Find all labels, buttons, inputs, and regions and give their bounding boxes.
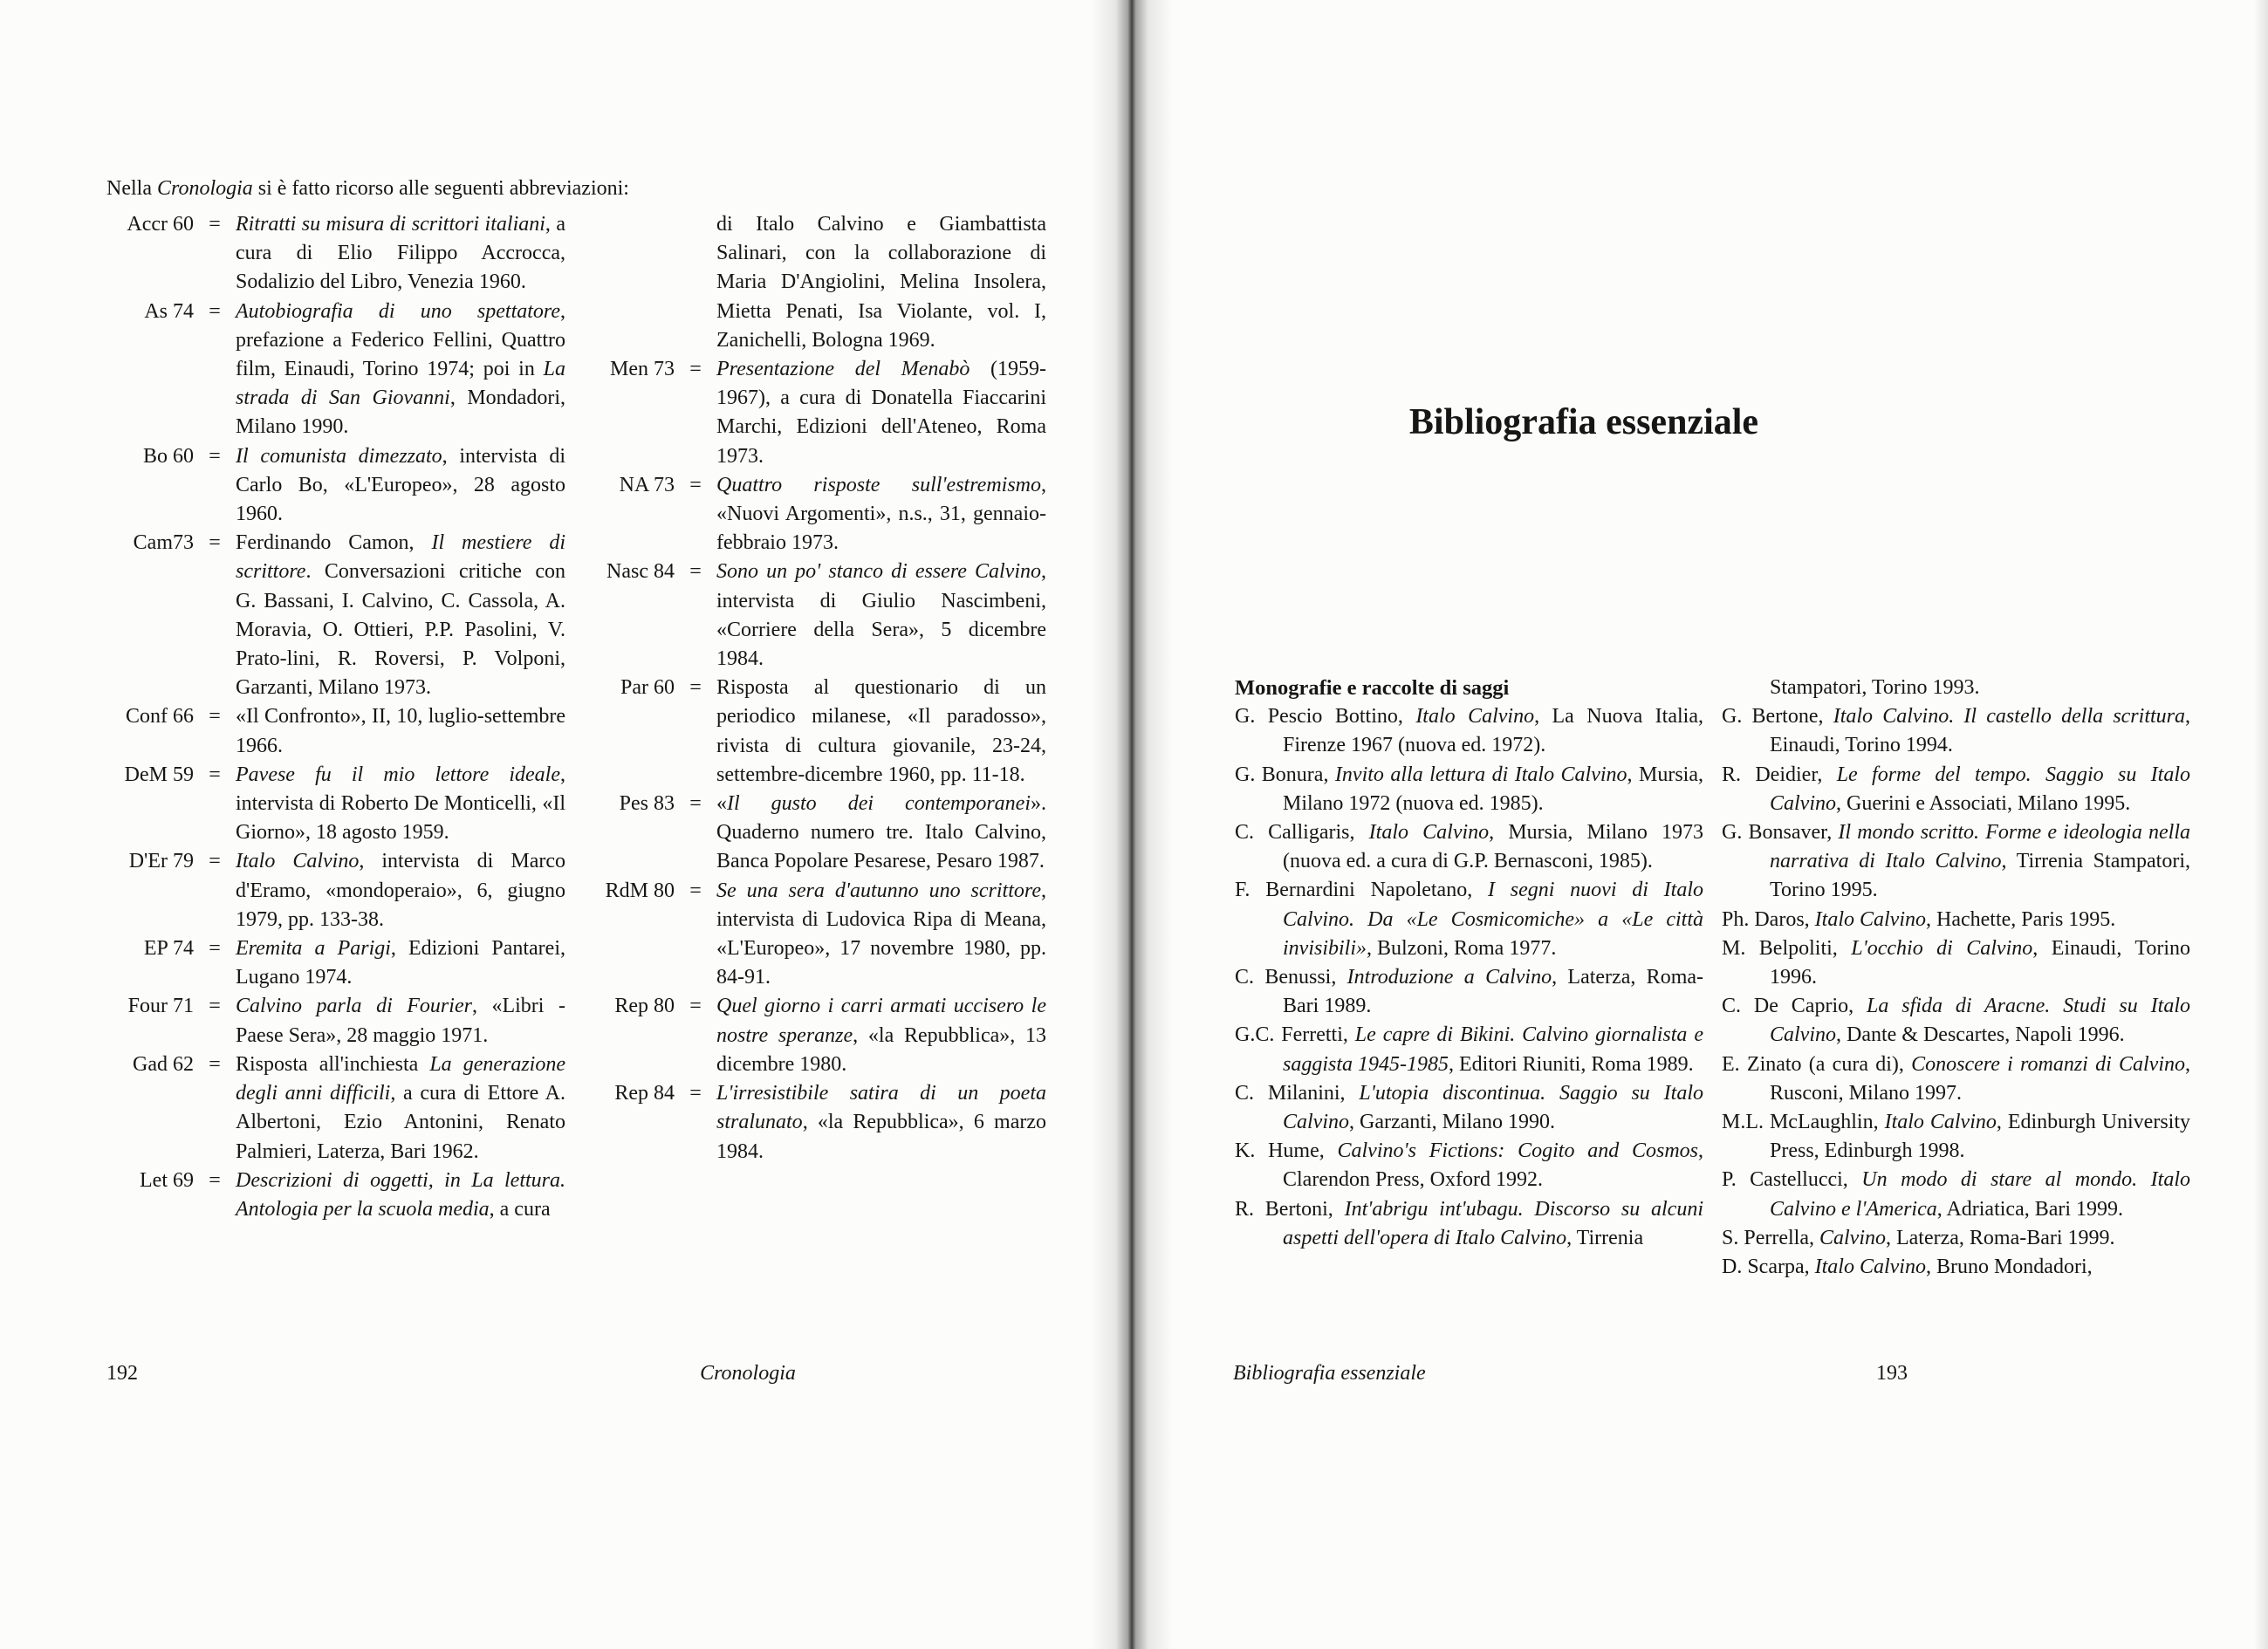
bibliography-entry (1722, 934, 2190, 992)
abbreviation-text: Il comunista dimezzato, intervista di Carlo Bo, «L'Europeo», 28 agosto 1960. (236, 444, 565, 526)
bibliography-text: R. Bertoni, Int'abrigu int'ubagu. Discorso su alcuni aspetti dell'opera di Italo Calvino, Tirrenia (1235, 1197, 1703, 1249)
equals-sign: = (209, 763, 221, 786)
bibliography-entry (1722, 906, 2190, 934)
bibliography-text: K. Hume, Calvino's Fictions: Cogito and Cosmos, Clarendon Press, Oxford 1992. (1235, 1139, 1704, 1192)
bibliography-text: G. Bonura, Invito alla lettura di Italo Calvino, Mursia, Milano 1972 (nuova ed. 1985). (1235, 763, 1704, 815)
equals-sign: = (209, 1168, 221, 1192)
abbreviation-label: NA 73 (619, 473, 675, 496)
equals-sign: = (689, 560, 702, 584)
page-number-left: 192 (106, 1362, 138, 1385)
equals-sign: = (209, 213, 221, 236)
abbreviation-entry (106, 298, 565, 442)
bibliography-text: E. Zinato (a cura di), Conoscere i romanzi di Calvino, Rusconi, Milano 1997. (1722, 1052, 2190, 1105)
abbreviation-entry (106, 442, 565, 530)
abbreviation-label: RdM 80 (605, 879, 675, 902)
bibliography-column-1 (1235, 674, 1703, 1253)
bibliography-entry (1722, 761, 2190, 818)
abbreviation-label: Pes 83 (619, 792, 675, 816)
bibliography-text: G.C. Ferretti, Le capre di Bikini. Calvino giornalista e saggista 1945-1985, Editori Riuniti, Roma 1989. (1235, 1023, 1703, 1076)
bibliography-entry (1722, 674, 2190, 702)
bibliography-text: S. Perrella, Calvino, Laterza, Roma-Bari 1999. (1722, 1226, 2115, 1249)
equals-sign: = (209, 444, 221, 468)
page-number-right: 193 (1876, 1362, 1908, 1385)
bibliography-entry (1235, 702, 1703, 760)
bibliography-entry (1722, 1166, 2190, 1223)
abbreviation-entry (106, 934, 565, 992)
bibliography-text: C. Benussi, Introduzione a Calvino, Laterza, Roma-Bari 1989. (1235, 966, 1703, 1018)
bibliography-entry (1235, 876, 1703, 963)
bibliography-text: Stampatori, Torino 1993. (1770, 676, 1980, 699)
equals-sign: = (689, 676, 702, 700)
abbreviation-entry (106, 210, 565, 298)
abbreviation-label: Men 73 (610, 358, 675, 381)
abbreviation-label: EP 74 (143, 937, 194, 961)
equals-sign: = (689, 995, 702, 1018)
abbreviation-label: Cam73 (133, 531, 194, 555)
bibliography-text: D. Scarpa, Italo Calvino, Bruno Mondadori, (1722, 1256, 2093, 1279)
abbreviation-entry (106, 1050, 565, 1167)
bibliography-text: Ph. Daros, Italo Calvino, Hachette, Paris 1995. (1722, 907, 2116, 931)
abbreviation-text: Autobiografia di uno spettatore, prefazione a Federico Fellini, Quattro film, Einaudi, Torino 1974; poi in La strada di San Giovanni, Mondadori, Milano 1990. (236, 299, 565, 439)
bibliography-text: R. Deidier, Le forme del tempo. Saggio su Italo Calvino, Guerini e Associati, Milano 1995. (1722, 763, 2190, 815)
abbreviation-label: As 74 (144, 299, 194, 323)
equals-sign: = (209, 299, 221, 323)
abbreviation-entry (587, 210, 1046, 355)
page-title: Bibliografia essenziale (1408, 402, 1759, 442)
bibliography-text: M.L. McLaughlin, Italo Calvino, Edinburgh University Press, Edinburgh 1998. (1722, 1111, 2191, 1163)
abbreviation-text: Italo Calvino, intervista di Marco d'Eramo, «mondoperaio», 6, giugno 1979, pp. 133-38. (236, 850, 565, 931)
abbreviation-label: Nasc 84 (606, 560, 675, 584)
abbreviation-text: Calvino parla di Fourier, «Libri - Paese Sera», 28 maggio 1971. (236, 995, 565, 1047)
bibliography-text: G. Bertone, Italo Calvino. Il castello della scrittura, Einaudi, Torino 1994. (1722, 705, 2190, 757)
bibliography-entry (1235, 1021, 1703, 1078)
abbreviation-entry (587, 1079, 1046, 1167)
abbreviation-entry (106, 1167, 565, 1224)
abbreviation-text: Risposta all'inchiesta La generazione degli anni difficili, a cura di Ettore A. Albertoni, Ezio Antonini, Renato Palmieri, Laterza, Bari 1962. (236, 1052, 566, 1163)
abbreviation-entry (106, 992, 565, 1050)
bibliography-text: C. De Caprio, La sfida di Aracne. Studi su Italo Calvino, Dante & Descartes, Napoli 1996. (1722, 995, 2190, 1047)
bibliography-entry (1722, 992, 2190, 1050)
abbreviation-label: Bo 60 (142, 444, 194, 468)
abbreviation-entry (587, 790, 1046, 877)
equals-sign: = (209, 531, 221, 555)
bibliography-text: M. Belpoliti, L'occhio di Calvino, Einaudi, Torino 1996. (1722, 936, 2190, 989)
abbreviation-text: Se una sera d'autunno uno scrittore, intervista di Ludovica Ripa di Meana, «L'Europeo», 17 novembre 1980, pp. 84-91. (716, 879, 1046, 989)
abbreviation-text: «Il Confronto», II, 10, luglio-settembre 1966. (236, 705, 565, 757)
bibliography-text: G. Pescio Bottino, Italo Calvino, La Nuova Italia, Firenze 1967 (nuova ed. 1972). (1235, 705, 1703, 757)
bibliography-entry (1235, 1195, 1703, 1253)
abbreviation-label: Par 60 (620, 676, 675, 700)
bibliography-text: P. Castellucci, Un modo di stare al mondo. Italo Calvino e l'America, Adriatica, Bari 1999. (1722, 1168, 2190, 1221)
equals-sign: = (689, 792, 702, 816)
equals-sign: = (689, 358, 702, 381)
abbreviation-label: Accr 60 (127, 213, 194, 236)
bibliography-text: C. Milanini, L'utopia discontinua. Saggio su Italo Calvino, Garzanti, Milano 1990. (1235, 1081, 1704, 1134)
abbreviation-label: Conf 66 (126, 705, 194, 729)
bibliography-text: C. Calligaris, Italo Calvino, Mursia, Milano 1973 (nuova ed. a cura di G.P. Bernasconi, 1985). (1235, 821, 1704, 873)
abbreviation-entry (106, 702, 565, 760)
bibliography-text: F. Bernardini Napoletano, I segni nuovi di Italo Calvino. Da «Le Cosmicomiche» a «Le città invisibili», Bulzoni, Roma 1977. (1235, 879, 1704, 960)
equals-sign: = (689, 1082, 702, 1105)
bibliography-text: G. Bonsaver, Il mondo scritto. Forme e ideologia nella narrativa di Italo Calvino, Tirrenia Stampatori, Torino 1995. (1722, 821, 2190, 902)
bibliography-entry (1722, 1050, 2190, 1108)
abbreviation-label: Let 69 (140, 1168, 194, 1192)
abbreviation-text: «Il gusto dei contemporanei». Quaderno numero tre. Italo Calvino, Banca Popolare Pesarese, Pesaro 1987. (716, 792, 1046, 873)
equals-sign: = (209, 937, 221, 961)
abbreviation-label: Rep 84 (614, 1082, 675, 1105)
bibliography-entry (1722, 1253, 2190, 1282)
abbreviation-text: Risposta al questionario di un periodico milanese, «Il paradosso», rivista di cultura giovanile, 23-24, settembre-dicembre 1960, pp. 11-18. (716, 676, 1046, 786)
abbreviation-label: Rep 80 (614, 995, 675, 1018)
bibliography-entry (1722, 702, 2190, 760)
abbreviation-text: Descrizioni di oggetti, in La lettura. Antologia per la scuola media, a cura (236, 1168, 565, 1221)
abbreviation-entry (587, 471, 1046, 558)
abbreviation-entry (106, 529, 565, 702)
abbreviation-column-2 (587, 210, 1046, 1167)
abbreviation-text: L'irresistibile satira di un poeta stralunato, «la Repubblica», 6 marzo 1984. (716, 1082, 1046, 1163)
abbreviation-label: D'Er 79 (128, 850, 194, 873)
abbreviation-entry (106, 847, 565, 934)
equals-sign: = (209, 1052, 221, 1076)
bibliography-entry (1722, 1224, 2190, 1253)
abbreviation-label: Gad 62 (133, 1052, 194, 1076)
abbreviation-column-1 (106, 210, 565, 1224)
abbreviation-text: Presentazione del Menabò (1959-1967), a cura di Donatella Fiaccarini Marchi, Edizioni dell'Ateneo, Roma 1973. (716, 358, 1046, 468)
bibliography-entry (1235, 818, 1703, 876)
intro-line: Nella Cronologia si è fatto ricorso alle seguenti abbreviazioni: (106, 177, 629, 200)
abbreviation-entry (587, 674, 1046, 790)
bibliography-column-2 (1722, 674, 2190, 1282)
equals-sign: = (209, 995, 221, 1018)
bibliography-entry (1235, 761, 1703, 818)
abbreviation-text: Quel giorno i carri armati uccisero le nostre speranze, «la Repubblica», 13 dicembre 1980. (716, 995, 1046, 1076)
bibliography-entry (1722, 1108, 2190, 1166)
bibliography-list-1 (1235, 702, 1703, 1253)
abbreviation-entry (587, 877, 1046, 993)
abbreviation-text: Quattro risposte sull'estremismo, «Nuovi Argomenti», n.s., 31, gennaio-febbraio 1973. (716, 473, 1046, 555)
running-title-left: Cronologia (700, 1362, 796, 1385)
bibliography-entry (1722, 818, 2190, 906)
abbreviation-entry (587, 355, 1046, 471)
page-edge-shadow (2254, 0, 2268, 1649)
abbreviation-label: Four 71 (127, 995, 194, 1018)
page-gutter-shadow (1091, 0, 1173, 1649)
abbreviation-entry (587, 992, 1046, 1079)
abbreviation-text: di Italo Calvino e Giambattista Salinari, con la collaborazione di Maria D'Angiolini, Melina Insolera, Mietta Penati, Isa Violante, vol. I, Zanichelli, Bologna 1969. (716, 213, 1046, 352)
bibliography-entry (1235, 1137, 1703, 1194)
bibliography-entry (1235, 1079, 1703, 1137)
abbreviation-label: DeM 59 (124, 763, 194, 786)
equals-sign: = (689, 473, 702, 496)
equals-sign: = (209, 850, 221, 873)
abbreviation-text: Pavese fu il mio lettore ideale, intervista di Roberto De Monticelli, «Il Giorno», 18 agosto 1959. (236, 763, 565, 845)
equals-sign: = (209, 705, 221, 729)
abbreviation-text: Sono un po' stanco di essere Calvino, intervista di Giulio Nascimbeni, «Corriere della Sera», 5 dicembre 1984. (716, 560, 1046, 671)
bibliography-entry (1235, 963, 1703, 1021)
section-heading: Monografie e raccolte di saggi (1235, 676, 1510, 700)
equals-sign: = (689, 879, 702, 902)
abbreviation-entry (587, 558, 1046, 674)
abbreviation-text: Ritratti su misura di scrittori italiani, a cura di Elio Filippo Accrocca, Sodalizio del Libro, Venezia 1960. (236, 213, 565, 294)
running-title-right: Bibliografia essenziale (1233, 1362, 1426, 1385)
abbreviation-text: Eremita a Parigi, Edizioni Pantarei, Lugano 1974. (236, 937, 565, 989)
abbreviation-text: Ferdinando Camon, Il mestiere di scrittore. Conversazioni critiche con G. Bassani, I. Calvino, C. Cassola, A. Moravia, O. Ottieri, P.P. Pasolini, V. Prato-lini, R. Roversi, P. Volponi, Garzanti, Milano 1973. (236, 531, 565, 700)
abbreviation-entry (106, 761, 565, 848)
